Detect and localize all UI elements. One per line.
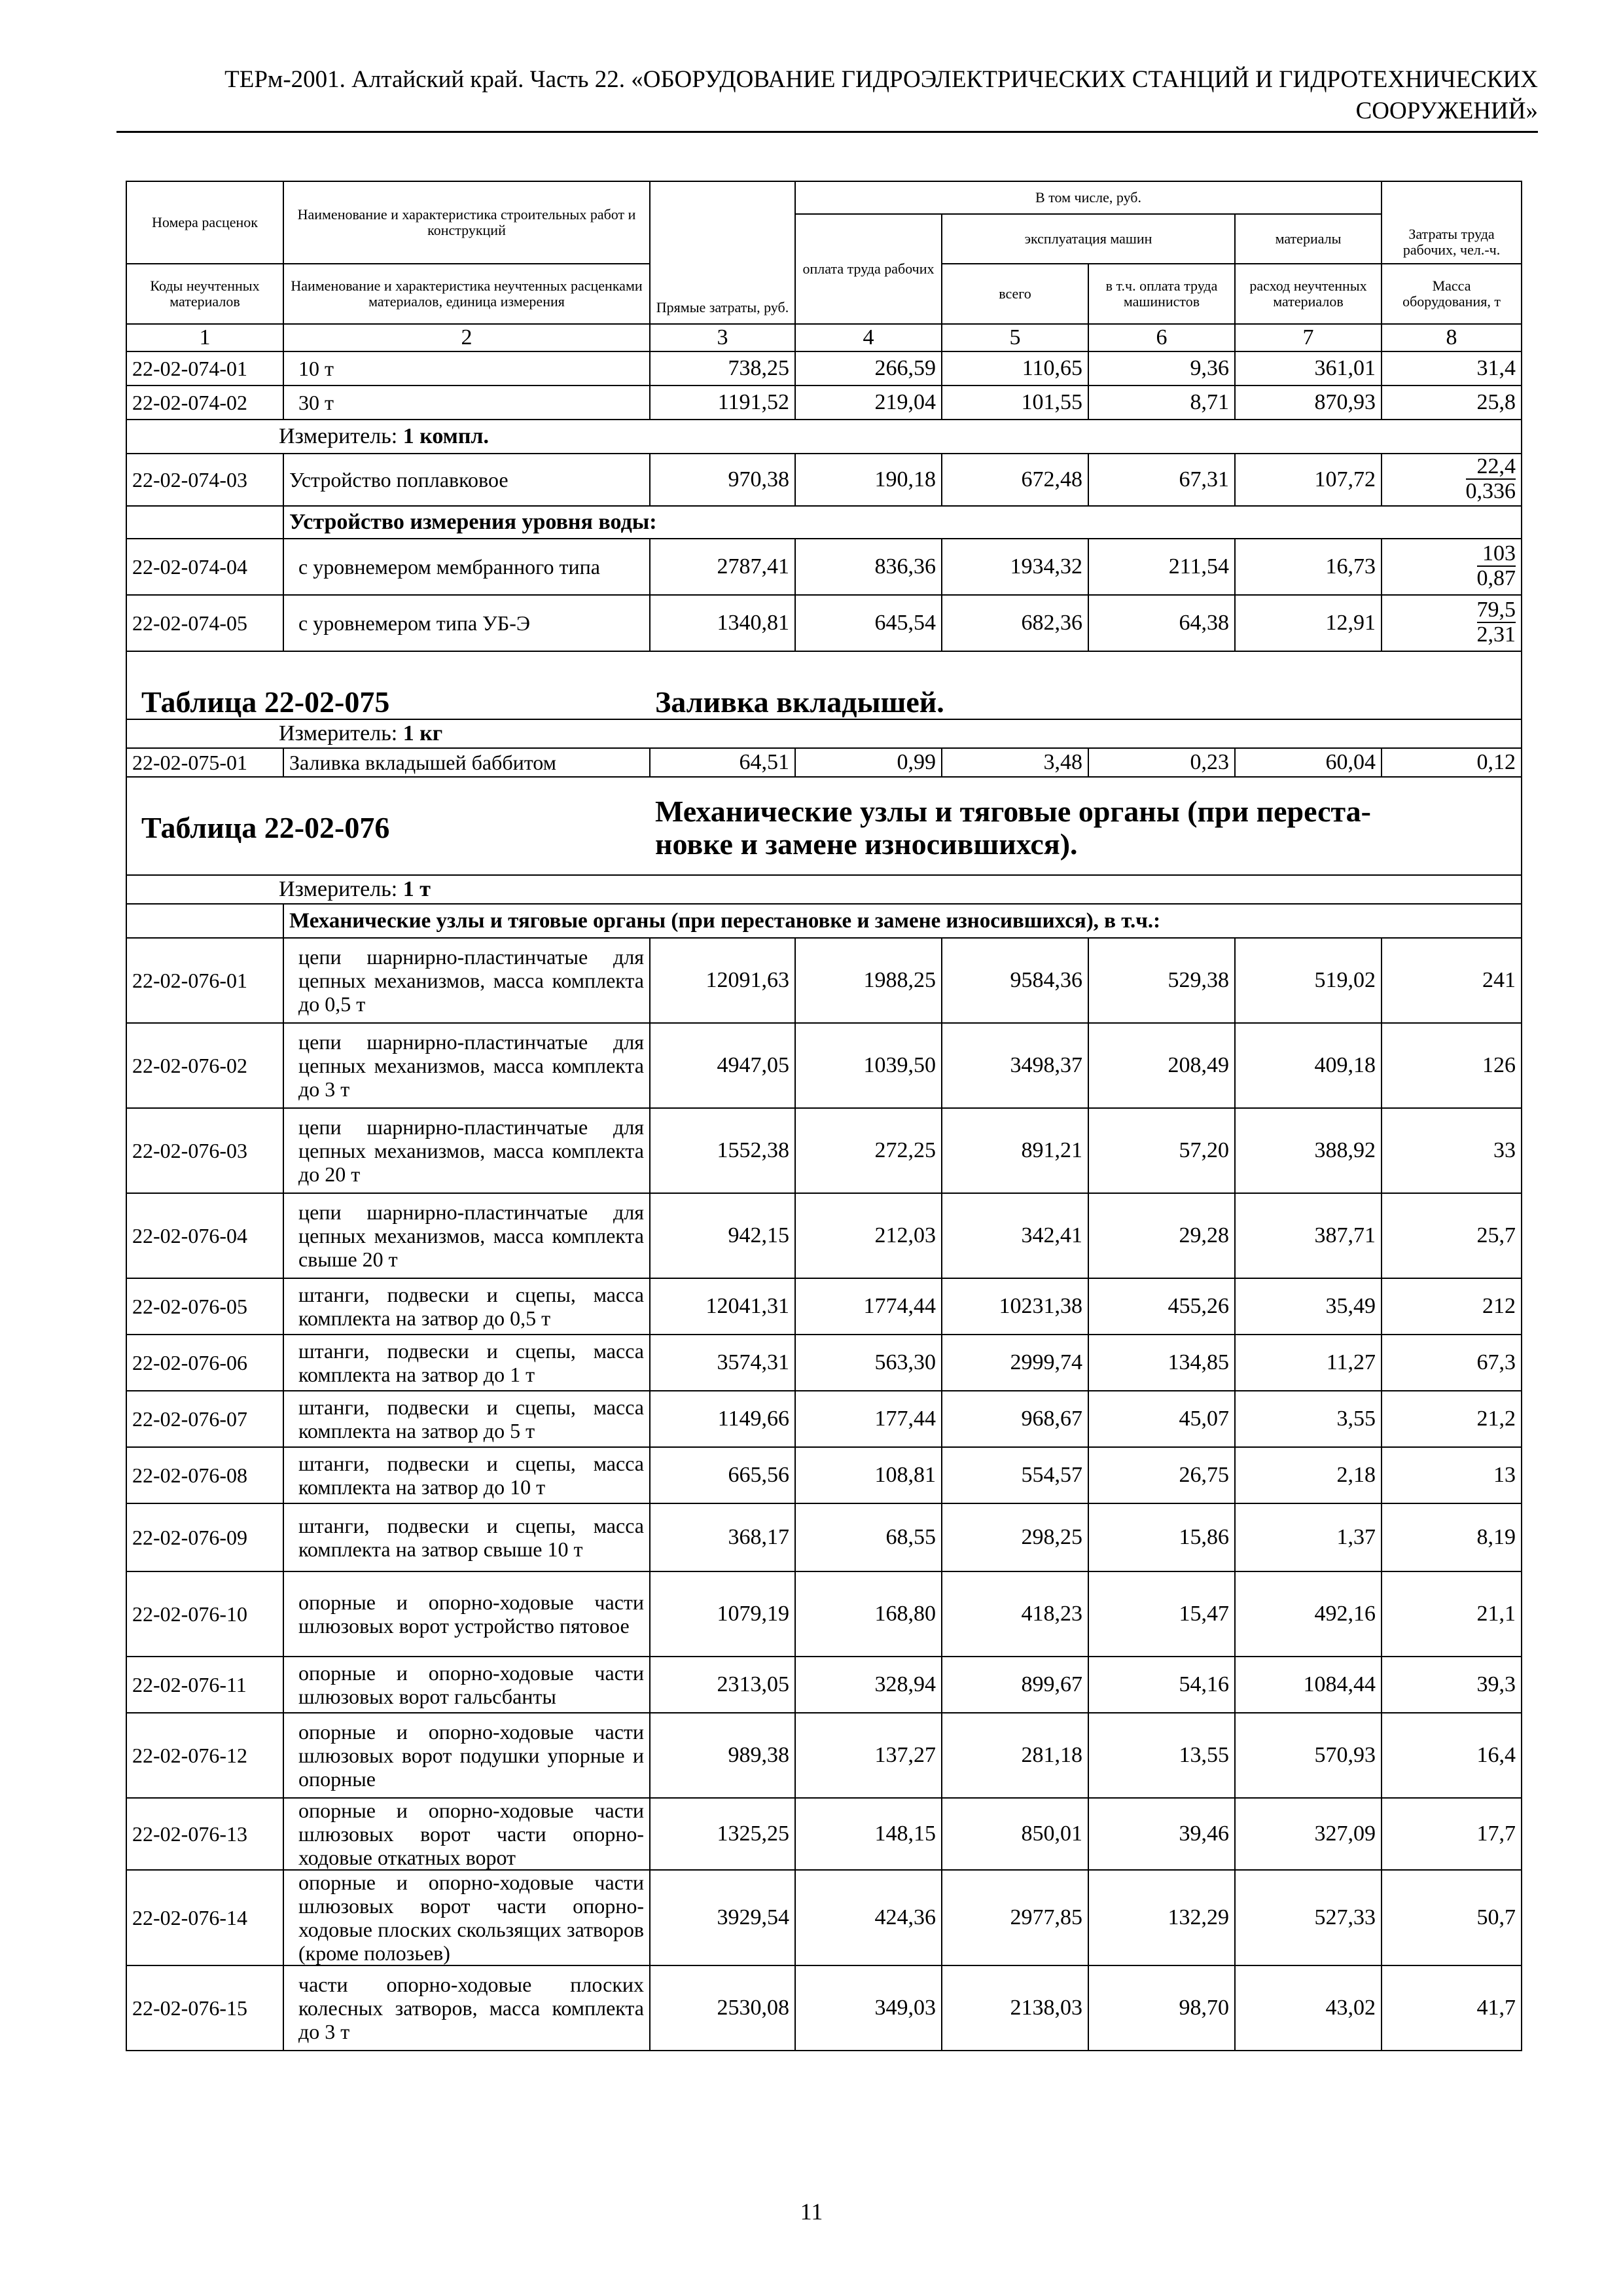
table-075-name: Заливка вкладышей. <box>650 651 1522 719</box>
materials: 492,16 <box>1235 1571 1382 1657</box>
direct-costs: 1149,66 <box>650 1391 795 1447</box>
direct-costs: 1079,19 <box>650 1571 795 1657</box>
materials: 2,18 <box>1235 1447 1382 1503</box>
materials: 327,09 <box>1235 1798 1382 1870</box>
labor: 25,7 <box>1382 1193 1522 1278</box>
price-table <box>126 181 1522 2051</box>
materials: 388,92 <box>1235 1108 1382 1193</box>
labor: 33 <box>1382 1108 1522 1193</box>
machinists-wages: 54,16 <box>1088 1657 1235 1713</box>
rate-name: опорные и опорно-ходовые части шлюзовых ворот части опорно-ходовые плоских скользящих затворов (кроме полозьев) <box>283 1870 650 1965</box>
header-direct-costs: Прямые затраты, руб. <box>650 181 795 324</box>
table-row <box>126 386 1522 420</box>
wages: 177,44 <box>795 1391 942 1447</box>
header-line-2: СООРУЖЕНИЙ» <box>1355 98 1538 124</box>
rate-code: 22-02-076-13 <box>126 1798 283 1870</box>
machines-total: 682,36 <box>942 595 1088 651</box>
section-header: Устройство измерения уровня воды: <box>283 506 1522 539</box>
machines-total: 101,55 <box>942 386 1088 420</box>
header-materials-use: расход неучтенных материалов <box>1235 264 1382 324</box>
table-076-name-line-2: новке и замене износившихся). <box>655 827 1078 861</box>
machines-total: 281,18 <box>942 1713 1088 1798</box>
rate-name: цепи шарнирно-пластинчатые для цепных механизмов, масса комплекта до 20 т <box>283 1108 650 1193</box>
rate-code: 22-02-076-12 <box>126 1713 283 1798</box>
direct-costs: 665,56 <box>650 1447 795 1503</box>
wages: 212,03 <box>795 1193 942 1278</box>
wages: 108,81 <box>795 1447 942 1503</box>
rate-code: 22-02-076-04 <box>126 1193 283 1278</box>
table-row <box>126 1023 1522 1108</box>
rate-code: 22-02-076-03 <box>126 1108 283 1193</box>
rate-code: 22-02-076-07 <box>126 1391 283 1447</box>
table-row <box>126 1447 1522 1503</box>
rate-name: штанги, подвески и сцепы, масса комплекта на затвор до 10 т <box>283 1447 650 1503</box>
labor: 21,2 <box>1382 1391 1522 1447</box>
materials: 387,71 <box>1235 1193 1382 1278</box>
machines-total: 3,48 <box>942 748 1088 777</box>
table-row <box>126 454 1522 506</box>
direct-costs: 942,15 <box>650 1193 795 1278</box>
table-075-title: Таблица 22-02-075 <box>126 651 650 719</box>
rate-code: 22-02-074-03 <box>126 454 283 506</box>
machinists-wages: 8,71 <box>1088 386 1235 420</box>
table-076-title: Таблица 22-02-076 <box>126 777 650 875</box>
wages: 272,25 <box>795 1108 942 1193</box>
labor: 0,12 <box>1382 748 1522 777</box>
rate-name: с уровнемером мембранного типа <box>283 539 650 595</box>
machines-total: 298,25 <box>942 1503 1088 1571</box>
labor: 79,5 <box>1476 598 1516 622</box>
table-row <box>126 351 1522 386</box>
labor: 103 <box>1477 542 1516 567</box>
wages: 836,36 <box>795 539 942 595</box>
column-number: 4 <box>795 324 942 351</box>
materials: 107,72 <box>1235 454 1382 506</box>
rate-code: 22-02-076-11 <box>126 1657 283 1713</box>
table-row <box>126 1965 1522 2051</box>
machines-total: 110,65 <box>942 351 1088 386</box>
labor: 8,19 <box>1382 1503 1522 1571</box>
column-number: 5 <box>942 324 1088 351</box>
wages: 645,54 <box>795 595 942 651</box>
header-machinists-wages: в т.ч. оплата труда машинистов <box>1088 264 1235 324</box>
labor: 67,3 <box>1382 1335 1522 1391</box>
machines-total: 1934,32 <box>942 539 1088 595</box>
rate-code: 22-02-076-01 <box>126 938 283 1023</box>
rate-code: 22-02-076-08 <box>126 1447 283 1503</box>
header-including: В том числе, руб. <box>795 181 1382 214</box>
wages: 563,30 <box>795 1335 942 1391</box>
wages: 424,36 <box>795 1870 942 1965</box>
rate-name: штанги, подвески и сцепы, масса комплекта на затвор до 1 т <box>283 1335 650 1391</box>
machines-total: 850,01 <box>942 1798 1088 1870</box>
column-number: 1 <box>126 324 283 351</box>
machinists-wages: 29,28 <box>1088 1193 1235 1278</box>
rate-code: 22-02-074-04 <box>126 539 283 595</box>
direct-costs: 2787,41 <box>650 539 795 595</box>
table-row <box>126 1571 1522 1657</box>
direct-costs: 989,38 <box>650 1713 795 1798</box>
direct-costs: 970,38 <box>650 454 795 506</box>
table-row <box>126 748 1522 777</box>
machines-total: 3498,37 <box>942 1023 1088 1108</box>
rate-name: штанги, подвески и сцепы, масса комплекта на затвор до 5 т <box>283 1391 650 1447</box>
header-labor: Затраты труда рабочих, чел.-ч. <box>1382 181 1522 264</box>
direct-costs: 64,51 <box>650 748 795 777</box>
machines-total: 899,67 <box>942 1657 1088 1713</box>
machinists-wages: 13,55 <box>1088 1713 1235 1798</box>
rate-name: опорные и опорно-ходовые части шлюзовых ворот гальсбанты <box>283 1657 650 1713</box>
table-row <box>126 1108 1522 1193</box>
rate-name: опорные и опорно-ходовые части шлюзовых ворот подушки упорные и опорные <box>283 1713 650 1798</box>
machinists-wages: 39,46 <box>1088 1798 1235 1870</box>
equipment-mass: 0,87 <box>1476 566 1516 590</box>
machines-total: 342,41 <box>942 1193 1088 1278</box>
materials: 16,73 <box>1235 539 1382 595</box>
direct-costs: 4947,05 <box>650 1023 795 1108</box>
direct-costs: 1340,81 <box>650 595 795 651</box>
rate-code: 22-02-076-06 <box>126 1335 283 1391</box>
section-header: Механические узлы и тяговые органы (при перестановке и замене износившихся), в т.ч.: <box>283 904 1522 938</box>
machinists-wages: 15,47 <box>1088 1571 1235 1657</box>
materials: 3,55 <box>1235 1391 1382 1447</box>
labor: 13 <box>1382 1447 1522 1503</box>
table-row <box>126 1798 1522 1870</box>
rate-name: цепи шарнирно-пластинчатые для цепных механизмов, масса комплекта до 0,5 т <box>283 938 650 1023</box>
wages: 1988,25 <box>795 938 942 1023</box>
machines-total: 968,67 <box>942 1391 1088 1447</box>
wages: 266,59 <box>795 351 942 386</box>
materials: 519,02 <box>1235 938 1382 1023</box>
machines-total: 2977,85 <box>942 1870 1088 1965</box>
equipment-mass: 2,31 <box>1476 622 1516 647</box>
rate-name: Заливка вкладышей баббитом <box>283 748 650 777</box>
materials: 1,37 <box>1235 1503 1382 1571</box>
header-wages: оплата труда рабочих <box>795 214 942 324</box>
table-076-name-line-1: Механические узлы и тяговые органы (при переста- <box>655 795 1372 828</box>
machinists-wages: 132,29 <box>1088 1870 1235 1965</box>
machinists-wages: 529,38 <box>1088 938 1235 1023</box>
header-equipment-mass: Масса оборудования, т <box>1382 264 1522 324</box>
table-row <box>126 1657 1522 1713</box>
direct-costs: 12091,63 <box>650 938 795 1023</box>
table-row <box>126 1278 1522 1335</box>
rate-code: 22-02-076-15 <box>126 1965 283 2051</box>
direct-costs: 1191,52 <box>650 386 795 420</box>
table-row <box>126 1335 1522 1391</box>
labor: 21,1 <box>1382 1571 1522 1657</box>
header-work-name: Наименование и характеристика строительных работ и конструкций <box>283 181 650 264</box>
rate-code: 22-02-074-05 <box>126 595 283 651</box>
machines-total: 2138,03 <box>942 1965 1088 2051</box>
wages: 0,99 <box>795 748 942 777</box>
machines-total: 891,21 <box>942 1108 1088 1193</box>
wages: 168,80 <box>795 1571 942 1657</box>
labor: 212 <box>1382 1278 1522 1335</box>
header-machines: эксплуатация машин <box>942 214 1235 264</box>
machines-total: 418,23 <box>942 1571 1088 1657</box>
wages: 137,27 <box>795 1713 942 1798</box>
table-row <box>126 1193 1522 1278</box>
wages: 148,15 <box>795 1798 942 1870</box>
machinists-wages: 45,07 <box>1088 1391 1235 1447</box>
materials: 409,18 <box>1235 1023 1382 1108</box>
machinists-wages: 9,36 <box>1088 351 1235 386</box>
header-rates-number: Номера расценок <box>126 181 283 264</box>
wages: 68,55 <box>795 1503 942 1571</box>
direct-costs: 1552,38 <box>650 1108 795 1193</box>
direct-costs: 12041,31 <box>650 1278 795 1335</box>
rate-code: 22-02-076-02 <box>126 1023 283 1108</box>
labor: 17,7 <box>1382 1798 1522 1870</box>
direct-costs: 1325,25 <box>650 1798 795 1870</box>
rate-code: 22-02-074-02 <box>126 386 283 420</box>
column-number: 7 <box>1235 324 1382 351</box>
labor: 39,3 <box>1382 1657 1522 1713</box>
labor: 25,8 <box>1382 386 1522 420</box>
materials: 60,04 <box>1235 748 1382 777</box>
machinists-wages: 455,26 <box>1088 1278 1235 1335</box>
running-header <box>116 64 1538 133</box>
wages: 349,03 <box>795 1965 942 2051</box>
table-row <box>126 1870 1522 1965</box>
machines-total: 9584,36 <box>942 938 1088 1023</box>
labor: 16,4 <box>1382 1713 1522 1798</box>
machinists-wages: 0,23 <box>1088 748 1235 777</box>
measurement-unit: Измеритель: 1 т <box>126 875 1522 904</box>
labor-mass-fraction <box>1382 595 1522 651</box>
wages: 219,04 <box>795 386 942 420</box>
rate-name: опорные и опорно-ходовые части шлюзовых ворот устройство пятовое <box>283 1571 650 1657</box>
measurement-unit: Измеритель: 1 компл. <box>126 420 1522 454</box>
direct-costs: 3929,54 <box>650 1870 795 1965</box>
equipment-mass: 0,336 <box>1465 479 1516 503</box>
header-codes: Коды неучтенных материалов <box>126 264 283 324</box>
table-row <box>126 938 1522 1023</box>
header-line-1: ТЕРм-2001. Алтайский край. Часть 22. «ОБОРУДОВАНИЕ ГИДРОЭЛЕКТРИЧЕСКИХ СТАНЦИЙ И ГИДРОТЕХНИЧЕСКИХ <box>224 66 1538 93</box>
materials: 43,02 <box>1235 1965 1382 2051</box>
materials: 527,33 <box>1235 1870 1382 1965</box>
machinists-wages: 57,20 <box>1088 1108 1235 1193</box>
direct-costs: 2313,05 <box>650 1657 795 1713</box>
labor-mass-fraction <box>1382 539 1522 595</box>
machines-total: 554,57 <box>942 1447 1088 1503</box>
column-number: 3 <box>650 324 795 351</box>
direct-costs: 738,25 <box>650 351 795 386</box>
rate-code: 22-02-076-14 <box>126 1870 283 1965</box>
table-row <box>126 539 1522 595</box>
table-row <box>126 1391 1522 1447</box>
labor: 22,4 <box>1466 455 1516 480</box>
rate-name: с уровнемером типа УБ-Э <box>283 595 650 651</box>
materials: 12,91 <box>1235 595 1382 651</box>
rate-code: 22-02-075-01 <box>126 748 283 777</box>
materials: 570,93 <box>1235 1713 1382 1798</box>
wages: 328,94 <box>795 1657 942 1713</box>
machinists-wages: 211,54 <box>1088 539 1235 595</box>
labor: 31,4 <box>1382 351 1522 386</box>
labor: 126 <box>1382 1023 1522 1108</box>
wages: 190,18 <box>795 454 942 506</box>
direct-costs: 368,17 <box>650 1503 795 1571</box>
rate-code: 22-02-074-01 <box>126 351 283 386</box>
header-machines-total: всего <box>942 264 1088 324</box>
direct-costs: 3574,31 <box>650 1335 795 1391</box>
materials: 870,93 <box>1235 386 1382 420</box>
measurement-unit: Измеритель: 1 кг <box>126 719 1522 748</box>
labor: 50,7 <box>1382 1870 1522 1965</box>
materials: 361,01 <box>1235 351 1382 386</box>
materials: 1084,44 <box>1235 1657 1382 1713</box>
materials: 11,27 <box>1235 1335 1382 1391</box>
direct-costs: 2530,08 <box>650 1965 795 2051</box>
rate-name: части опорно-ходовые плоских колесных затворов, масса комплекта до 3 т <box>283 1965 650 2051</box>
header-unaccounted-name: Наименование и характеристика неучтенных расценками материалов, единица измерения <box>283 264 650 324</box>
rate-name: цепи шарнирно-пластинчатые для цепных механизмов, масса комплекта до 3 т <box>283 1023 650 1108</box>
wages: 1039,50 <box>795 1023 942 1108</box>
machinists-wages: 64,38 <box>1088 595 1235 651</box>
labor: 241 <box>1382 938 1522 1023</box>
wages: 1774,44 <box>795 1278 942 1335</box>
table-076-name <box>650 777 1522 875</box>
machines-total: 672,48 <box>942 454 1088 506</box>
machinists-wages: 98,70 <box>1088 1965 1235 2051</box>
column-number: 2 <box>283 324 650 351</box>
rate-code: 22-02-076-05 <box>126 1278 283 1335</box>
rate-name: 10 т <box>283 351 650 386</box>
header-materials: материалы <box>1235 214 1382 264</box>
rate-code: 22-02-076-09 <box>126 1503 283 1571</box>
rate-name: штанги, подвески и сцепы, масса комплекта на затвор свыше 10 т <box>283 1503 650 1571</box>
rate-name: цепи шарнирно-пластинчатые для цепных механизмов, масса комплекта свыше 20 т <box>283 1193 650 1278</box>
materials: 35,49 <box>1235 1278 1382 1335</box>
machinists-wages: 15,86 <box>1088 1503 1235 1571</box>
machines-total: 10231,38 <box>942 1278 1088 1335</box>
rate-name: штанги, подвески и сцепы, масса комплекта на затвор до 0,5 т <box>283 1278 650 1335</box>
column-number: 8 <box>1382 324 1522 351</box>
column-number: 6 <box>1088 324 1235 351</box>
table-row <box>126 1713 1522 1798</box>
rate-name: опорные и опорно-ходовые части шлюзовых ворот части опорно-ходовые откатных ворот <box>283 1798 650 1870</box>
rate-name: Устройство поплавковое <box>283 454 650 506</box>
table-row <box>126 1503 1522 1571</box>
machines-total: 2999,74 <box>942 1335 1088 1391</box>
rate-code: 22-02-076-10 <box>126 1571 283 1657</box>
rate-name: 30 т <box>283 386 650 420</box>
page-number: 11 <box>800 2198 823 2225</box>
machinists-wages: 208,49 <box>1088 1023 1235 1108</box>
machinists-wages: 134,85 <box>1088 1335 1235 1391</box>
labor: 41,7 <box>1382 1965 1522 2051</box>
machinists-wages: 26,75 <box>1088 1447 1235 1503</box>
table-row <box>126 595 1522 651</box>
machinists-wages: 67,31 <box>1088 454 1235 506</box>
labor-mass-fraction <box>1382 454 1522 506</box>
